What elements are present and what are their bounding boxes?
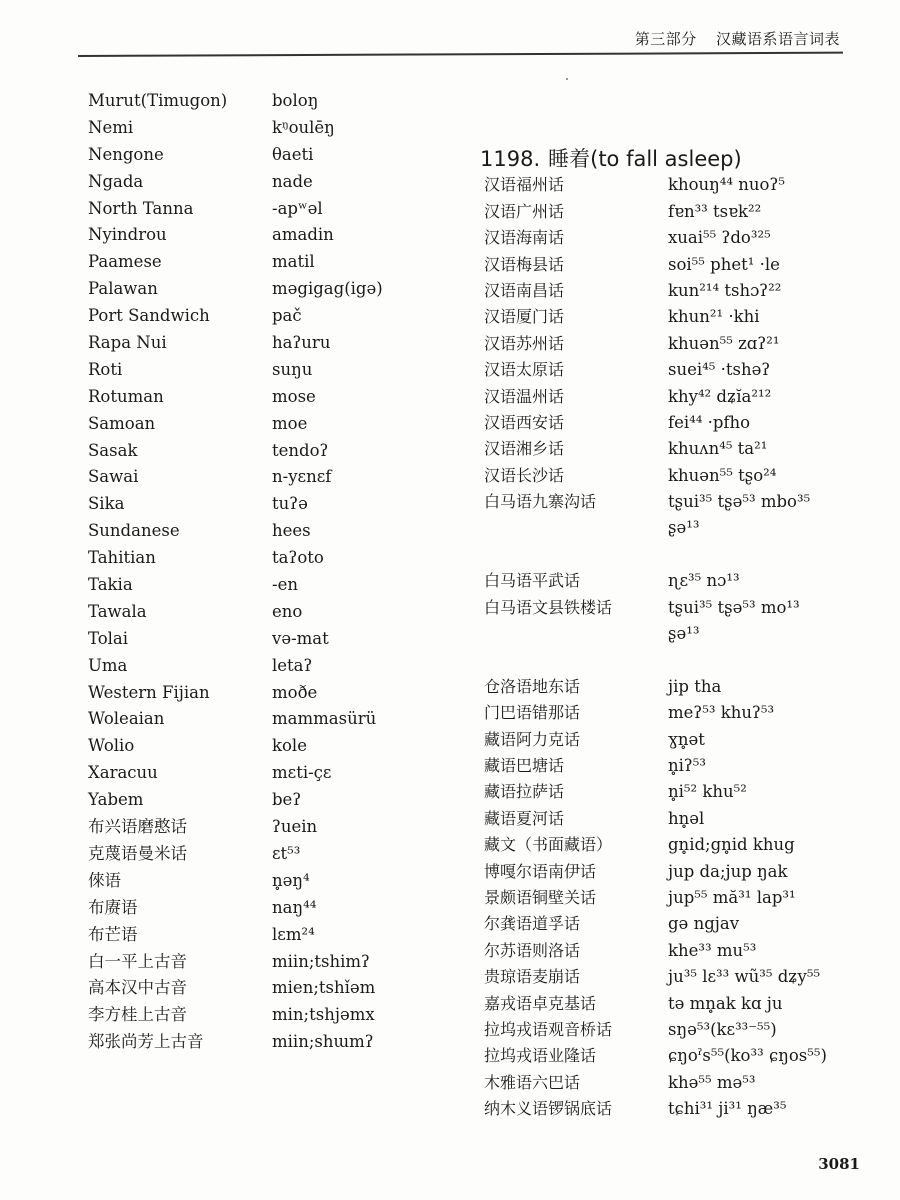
language-name: 门巴语错那话 [484, 703, 581, 723]
word-form: meʔ⁵³ khuʔ⁵³ [668, 703, 775, 723]
language-name: 藏语阿力克话 [484, 729, 581, 749]
entry-row [480, 595, 890, 621]
entry-row [480, 489, 890, 515]
word-form: kᵑoulēŋ [272, 117, 335, 137]
entry-continuation [480, 621, 890, 647]
word-form: suŋu [272, 359, 313, 379]
header-section: 汉藏语系语言词表 [715, 30, 840, 48]
language-name: 克蔑语曼米话 [88, 843, 187, 863]
word-form: gn̥id;gn̥id khug [668, 835, 795, 855]
entry-row [88, 545, 418, 572]
entry-row [480, 1096, 890, 1122]
word-form: n-yɛnɛf [272, 467, 332, 487]
word-form: taʔoto [272, 548, 324, 568]
word-form: tə mn̥ak kɑ ju [668, 993, 783, 1013]
entry-row [88, 841, 418, 868]
language-name: 藏文（书面藏语） [484, 835, 613, 855]
word-form: kun²¹⁴ tshɔʔ²² [668, 280, 782, 300]
entry-row [88, 222, 418, 249]
entry-row [480, 410, 890, 436]
entry-continuation [480, 515, 890, 541]
word-form: və-mat [272, 628, 329, 648]
word-form: khə⁵⁵ mə⁵³ [668, 1072, 756, 1092]
entry-row [480, 1043, 890, 1069]
word-form: θaeti [272, 144, 314, 164]
entry-row [88, 922, 418, 949]
entry-row [88, 680, 418, 707]
entry-row [88, 733, 418, 760]
entry-number: 1198. [480, 147, 541, 171]
word-form: mɛti-çɛ [272, 763, 332, 783]
word-form: ɣn̥ət [668, 729, 705, 749]
word-form: jup⁵⁵ mă³¹ lap³¹ [668, 887, 796, 907]
entry-row [88, 975, 418, 1002]
word-form: jup da;jup ŋak [668, 861, 788, 881]
language-name: Sawai [88, 467, 139, 487]
entry-gap [480, 647, 890, 673]
right-column [480, 146, 890, 1122]
word-form: ʔuein [272, 817, 318, 837]
language-name: 李方桂上古音 [88, 1005, 187, 1025]
word-form: mose [272, 386, 316, 406]
language-name: 白一平上古音 [88, 951, 187, 971]
entry-row [88, 491, 418, 518]
language-name: 高本汉中古音 [88, 978, 187, 998]
word-form: naŋ⁴⁴ [272, 897, 317, 917]
language-name: 拉坞戎语观音桥话 [484, 1019, 613, 1039]
entry-row [480, 700, 890, 726]
language-name: 尔苏语则洛话 [484, 940, 581, 960]
language-name: 汉语苏州话 [484, 333, 565, 353]
entry-row [480, 832, 890, 858]
entry-row [88, 142, 418, 169]
word-form: fei⁴⁴ ·pfho [668, 412, 751, 432]
entry-row [480, 252, 890, 278]
language-name: Takia [88, 575, 133, 595]
entry-row [88, 115, 418, 142]
running-header [635, 28, 840, 49]
word-form: hn̥əl [668, 808, 705, 828]
word-form: hees [272, 521, 311, 541]
entry-row [88, 303, 418, 330]
entry-row [88, 196, 418, 223]
word-form: suei⁴⁵ ·tshəʔ [668, 360, 771, 380]
language-name: Sundanese [88, 521, 180, 541]
entry-row [480, 384, 890, 410]
entry-heading [480, 146, 890, 172]
entry-row [480, 199, 890, 225]
entry-row [88, 949, 418, 976]
entry-row [88, 518, 418, 545]
entry-row [480, 806, 890, 832]
language-name: 汉语湘乡话 [484, 439, 565, 459]
word-form: haʔuru [272, 333, 331, 353]
word-form: miin;shɯmʔ [272, 1032, 374, 1052]
entry-row [88, 384, 418, 411]
word-form: ju³⁵ lɛ³³ wũ³⁵ dʑy⁵⁵ [668, 967, 821, 987]
header-part: 第三部分 [634, 30, 697, 48]
language-name: 郑张尚芳上古音 [88, 1032, 204, 1052]
language-name: Yabem [88, 790, 144, 810]
entry-row [480, 938, 890, 964]
language-name: 纳木义语锣锅底话 [484, 1099, 613, 1119]
language-name: North Tanna [88, 198, 194, 218]
language-name: Ngada [88, 171, 144, 191]
header-rule [78, 52, 843, 57]
language-name: 嘉戎语卓克基话 [484, 993, 597, 1013]
word-form: tɕhi³¹ ji³¹ ŋæ³⁵ [668, 1099, 787, 1119]
word-form: amadin [272, 225, 334, 245]
entry-row [480, 357, 890, 383]
word-form: khouŋ⁴⁴ nuoʔ⁵ [668, 175, 785, 195]
word-form: letaʔ [272, 655, 313, 675]
language-name: 景颇语铜壁关话 [484, 887, 597, 907]
word-form: khun²¹ ·khi [668, 307, 760, 327]
language-name: 木雅语六巴话 [484, 1072, 581, 1092]
word-form: eno [272, 601, 303, 621]
language-name: Sasak [88, 440, 138, 460]
entry-row [88, 706, 418, 733]
entry-row [480, 568, 890, 594]
language-name: Tahitian [88, 548, 156, 568]
word-form: ɛt⁵³ [272, 843, 301, 863]
language-name: 贵琼语麦崩话 [484, 967, 581, 987]
language-name: 拉坞戎语业隆话 [484, 1046, 597, 1066]
language-name: Woleaian [88, 709, 165, 729]
page-number: 3081 [818, 1155, 860, 1173]
entry-row [480, 1017, 890, 1043]
entry-row [480, 991, 890, 1017]
left-column [88, 88, 418, 1056]
language-name: 汉语太原话 [484, 360, 565, 380]
entry-row [88, 572, 418, 599]
entry-gap [480, 542, 890, 568]
entry-row [88, 599, 418, 626]
entry-row [480, 1070, 890, 1096]
language-name: 博嘎尔语南伊话 [484, 861, 597, 881]
language-name: 藏语巴塘话 [484, 755, 565, 775]
language-name: Rapa Nui [88, 333, 167, 353]
word-form: soi⁵⁵ phet¹ ·le [668, 254, 780, 274]
language-name: Rotuman [88, 386, 164, 406]
language-name: 汉语温州话 [484, 386, 565, 406]
language-name: 汉语福州话 [484, 175, 565, 195]
language-name: 汉语长沙话 [484, 465, 565, 485]
word-form: ɕŋoˀs⁵⁵(ko³³ ɕŋos⁵⁵) [668, 1046, 827, 1066]
language-name: Tawala [88, 601, 147, 621]
language-name: Samoan [88, 413, 156, 433]
word-form: tʂui³⁵ tʂə⁵³ mo¹³ [668, 597, 800, 617]
language-name: Uma [88, 655, 128, 675]
right-entries [480, 172, 890, 1122]
language-name: 汉语厦门话 [484, 307, 565, 327]
language-name: Palawan [88, 279, 158, 299]
word-form: mien;tshǐəm [272, 978, 376, 998]
language-name: 布兴语磨憨话 [88, 817, 187, 837]
language-name: 布赓语 [88, 897, 138, 917]
language-name: Port Sandwich [88, 306, 210, 326]
entry-title: 睡着(to fall asleep) [548, 147, 742, 171]
language-name: Paamese [88, 252, 162, 272]
language-name: 尔龚语道孚话 [484, 914, 581, 934]
entry-row [480, 225, 890, 251]
word-form: n̥əŋ⁴ [272, 870, 310, 890]
language-name: Nemi [88, 117, 134, 137]
word-form-continued: ʂə¹³ [668, 624, 700, 644]
entry-row [480, 753, 890, 779]
entry-row [88, 1002, 418, 1029]
word-form: sŋə⁵³(kɛ³³⁻⁵⁵) [668, 1019, 777, 1039]
word-form: beʔ [272, 790, 302, 810]
entry-row [480, 885, 890, 911]
word-form: ɳɛ³⁵ nɔ¹³ [668, 571, 740, 591]
entry-row [480, 859, 890, 885]
word-form: tendoʔ [272, 440, 329, 460]
entry-row [88, 814, 418, 841]
entry-row [480, 674, 890, 700]
language-name: 藏语夏河话 [484, 808, 565, 828]
entry-row [480, 964, 890, 990]
word-form: jip tha [668, 676, 722, 696]
entry-row [480, 911, 890, 937]
entry-row [480, 463, 890, 489]
entry-row [88, 169, 418, 196]
language-name: Sika [88, 494, 125, 514]
word-form: n̥i⁵² khu⁵² [668, 782, 747, 802]
language-name: 仓洛语地东话 [484, 676, 581, 696]
language-name: Roti [88, 359, 123, 379]
language-name: Tolai [88, 628, 129, 648]
language-name: 汉语梅县话 [484, 254, 565, 274]
word-form: khe³³ mu⁵³ [668, 940, 757, 960]
entry-row [88, 276, 418, 303]
word-form: khuən⁵⁵ tʂo²⁴ [668, 465, 777, 485]
entry-row [480, 436, 890, 462]
entry-row [88, 464, 418, 491]
language-name: 汉语南昌话 [484, 280, 565, 300]
language-name: 倈语 [88, 870, 121, 890]
word-form: khuʌn⁴⁵ ta²¹ [668, 439, 768, 459]
word-form: -apʷəl [272, 198, 323, 218]
word-form: moðe [272, 682, 318, 702]
entry-row [88, 330, 418, 357]
word-form: lɛm²⁴ [272, 924, 315, 944]
word-form: tuʔə [272, 494, 308, 514]
language-name: 汉语广州话 [484, 201, 565, 221]
language-name: 藏语拉萨话 [484, 782, 565, 802]
word-form: xuai⁵⁵ ʔdo³²⁵ [668, 228, 771, 248]
word-form-continued: ʂə¹³ [668, 518, 700, 538]
language-name: 白马语九寨沟话 [484, 492, 597, 512]
entry-row [480, 304, 890, 330]
entry-row [88, 1029, 418, 1056]
word-form: gə ngjav [668, 914, 740, 934]
word-form: min;tshjəmx [272, 1005, 375, 1025]
word-form: n̥iʔ⁵³ [668, 755, 706, 775]
word-form: kole [272, 736, 307, 756]
entry-row [480, 278, 890, 304]
language-name: Western Fijian [88, 682, 210, 702]
entry-row [88, 249, 418, 276]
entry-row [88, 868, 418, 895]
entry-row [480, 172, 890, 198]
entry-row [88, 411, 418, 438]
entry-row [88, 626, 418, 653]
language-name: Murut(Timugon) [88, 91, 228, 110]
language-name: Wolio [88, 736, 135, 756]
entry-row [88, 895, 418, 922]
word-form: məgigag(igə) [272, 279, 383, 299]
entry-row [88, 88, 418, 115]
language-name: Xaracuu [88, 763, 158, 783]
language-name: Nengone [88, 144, 164, 164]
language-name: 白马语文县铁楼话 [484, 597, 613, 617]
word-form: pač [272, 306, 302, 326]
entry-row [480, 779, 890, 805]
entry-row [88, 653, 418, 680]
language-name: 汉语西安话 [484, 412, 565, 432]
word-form: mammasürü [272, 709, 377, 729]
language-name: 白马语平武话 [484, 571, 581, 591]
entry-row [88, 787, 418, 814]
word-form: miin;tshimʔ [272, 951, 370, 971]
entry-row [480, 727, 890, 753]
entry-row [88, 760, 418, 787]
word-form: tʂui³⁵ tʂə⁵³ mbo³⁵ [668, 492, 811, 512]
language-name: 汉语海南话 [484, 228, 565, 248]
word-form: nade [272, 171, 313, 191]
entry-row [88, 357, 418, 384]
word-form: -en [272, 575, 298, 595]
scan-mark [566, 78, 568, 80]
word-form: matil [272, 252, 315, 272]
entry-row [88, 438, 418, 465]
word-form: khuən⁵⁵ zɑʔ²¹ [668, 333, 780, 353]
language-name: Nyindrou [88, 225, 167, 245]
word-form: moe [272, 413, 308, 433]
word-form: fɐn³³ tsɐk²² [668, 201, 762, 221]
word-form: khy⁴² dʑĭa²¹² [668, 386, 772, 406]
word-form: boloŋ [272, 91, 319, 110]
language-name: 布芒语 [88, 924, 138, 944]
entry-row [480, 331, 890, 357]
